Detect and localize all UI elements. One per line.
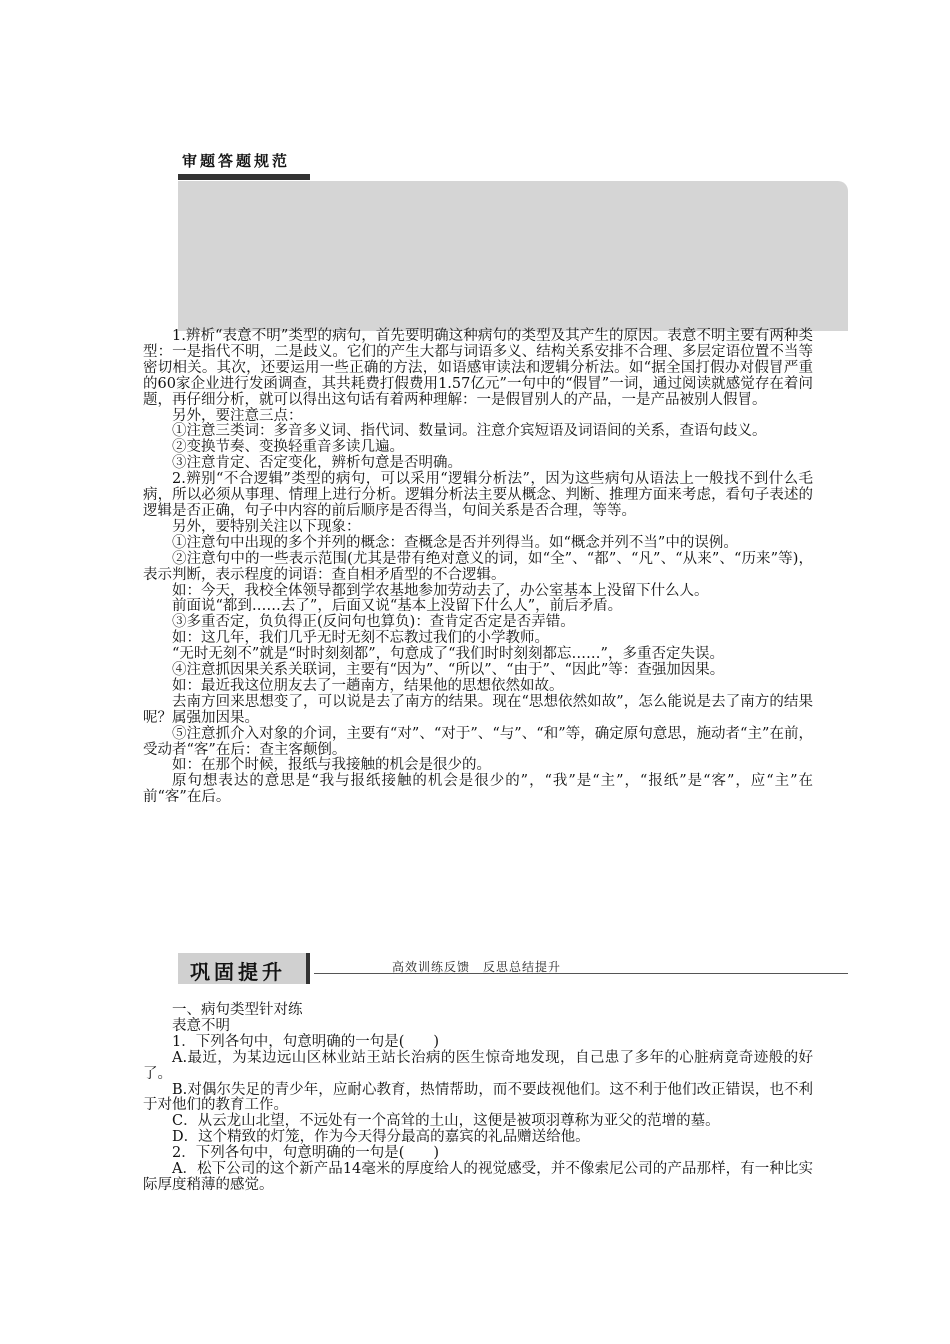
- section-title-underline: [178, 174, 310, 180]
- paragraph: 另外，要注意三点：: [172, 407, 303, 424]
- section1-body: [143, 329, 813, 806]
- paragraph: 表意不明: [172, 1017, 230, 1034]
- paragraph: 如：这几年，我们几乎无时无刻不忘教过我们的小学教师。: [172, 630, 549, 647]
- paragraph: 一、病句类型针对练: [172, 1002, 303, 1018]
- paragraph: D．这个精致的灯笼，作为今天得分最高的嘉宾的礼品赠送给他。: [172, 1129, 590, 1146]
- section2-body: [143, 1003, 813, 1194]
- paragraph: 如：最近我这位朋友去了一趟南方，结果他的思想依然如故。: [172, 677, 564, 694]
- paragraph: C．从云龙山北望，不远处有一个高耸的土山，这便是被项羽尊称为亚父的范增的墓。: [172, 1113, 720, 1130]
- paragraph: “无时无刻不”就是“时时刻刻都”，句意成了“我们时时刻刻都忘……”，多重否定失误。: [172, 646, 724, 663]
- paragraph: ②变换节奏、变换轻重音多读几遍。: [172, 439, 404, 456]
- paragraph: ①注意三类词：多音多义词、指代词、数量词。注意介宾短语及词语间的关系，查语句歧义。: [172, 423, 767, 440]
- paragraph: ③多重否定，负负得正(反问句也算负)：查肯定否定是否弄错。: [172, 614, 575, 631]
- paragraph: A.最近，为某边远山区林业站王站长治病的医生惊奇地发现，自己患了多年的心脏病竟奇迹般的好了。: [143, 1049, 813, 1082]
- paragraph: B.对偶尔失足的青少年，应耐心教育，热情帮助，而不要歧视他们。这不利于他们改正错误，也不利于对他们的教育工作。: [143, 1081, 813, 1114]
- section-title-review: 审题答题规范: [182, 152, 291, 170]
- gray-banner-box: [178, 181, 848, 331]
- paragraph: 如：在那个时候，报纸与我接触的机会是很少的。: [172, 757, 491, 774]
- paragraph: ⑤注意抓介入对象的介词，主要有“对”、“对于”、“与”、“和”等，确定原句意思，施动者“主”在前，受动者“客”在后：查主客颠倒。: [143, 725, 813, 758]
- section-title-consolidate: 巩固提升: [190, 960, 286, 984]
- section2-subtitle: 高效训练反馈 反思总结提升: [392, 960, 562, 974]
- paragraph: 去南方回来思想变了，可以说是去了南方的结果。现在“思想依然如故”，怎么能说是去了南方的结果呢？属强加因果。: [143, 693, 813, 726]
- paragraph: A．松下公司的这个新产品14毫米的厚度给人的视觉感受，并不像索尼公司的产品那样，有一种比实际厚度稍薄的感觉。: [143, 1161, 813, 1193]
- paragraph: 1．下列各句中，句意明确的一句是( ): [172, 1033, 440, 1050]
- paragraph: 原句想表达的意思是“我与报纸接触的机会是很少的”，“我”是“主”，“报纸”是“客”，应“主”在前“客”在后。: [143, 773, 813, 806]
- paragraph: 1.辨析“表意不明”类型的病句，首先要明确这种病句的类型及其产生的原因。表意不明主要有两种类型：一是指代不明，二是歧义。它们的产生大都与词语多义、结构关系安排不合理、多层定语位置不当等密切相关。其次，还要运用一些正确的方法，如语感审读法和逻辑分析法。如“据全国打假办对假冒严重的60家企业进行发函调查，其共耗费打假费用1.57亿元”一句中的“假冒”一词，通过阅读就感觉存在着问题，再仔细分析，就可以得出这句话有着两种理解：一是假冒别人的产品，一是产品被别人假冒。: [143, 328, 813, 408]
- paragraph: 2.辨别“不合逻辑”类型的病句，可以采用“逻辑分析法”，因为这些病句从语法上一般找不到什么毛病，所以必须从事理、情理上进行分析。逻辑分析法主要从概念、判断、推理方面来考虑，看句子表述的逻辑是否正确，句子中内容的前后顺序是否得当，句间关系是否合理，等等。: [143, 471, 813, 519]
- paragraph: 前面说“都到……去了”，后面又说“基本上没留下什么人”，前后矛盾。: [172, 598, 623, 615]
- paragraph: 如：今天，我校全体领导都到学农基地参加劳动去了，办公室基本上没留下什么人。: [172, 582, 709, 599]
- paragraph: 2．下列各句中，句意明确的一句是( ): [172, 1145, 440, 1162]
- paragraph: ①注意句中出现的多个并列的概念：查概念是否并列得当。如“概念并列不当”中的误例。: [172, 534, 738, 551]
- paragraph: 另外，要特别关注以下现象：: [172, 518, 361, 535]
- paragraph: ③注意肯定、否定变化，辨析句意是否明确。: [172, 455, 462, 472]
- paragraph: ②注意句中的一些表示范围(尤其是带有绝对意义的词，如“全”、“都”、“凡”、“从来”、“历来”等)，表示判断，表示程度的词语：查自相矛盾型的不合逻辑。: [143, 550, 813, 583]
- paragraph: ④注意抓因果关系关联词，主要有“因为”、“所以”、“由于”、“因此”等：查强加因果。: [172, 662, 725, 679]
